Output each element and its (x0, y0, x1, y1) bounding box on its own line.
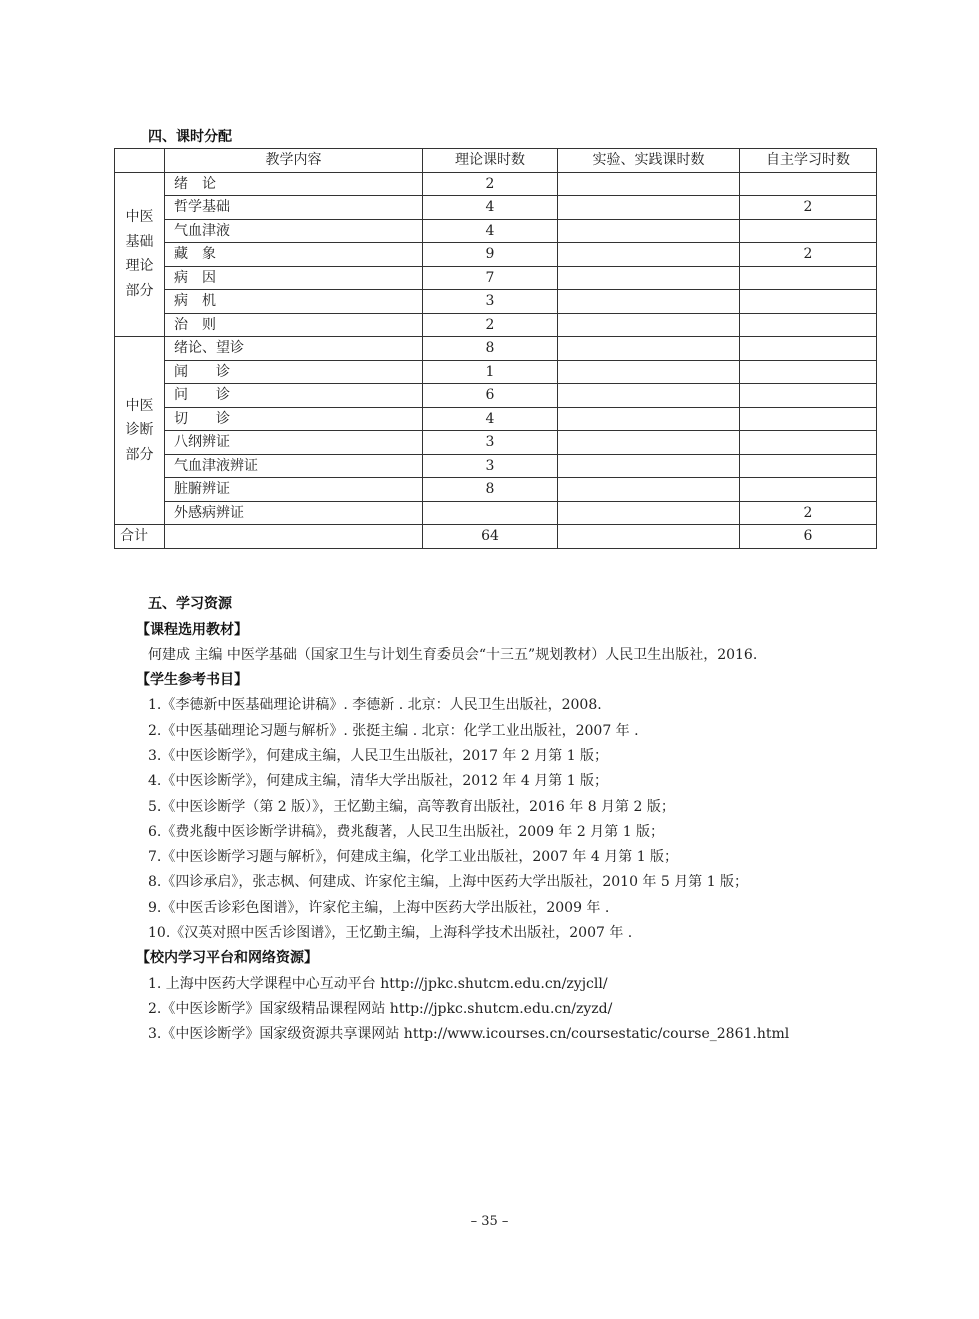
table-row (115, 454, 877, 478)
table-row (115, 266, 877, 290)
content-cell: 病 机 (165, 290, 423, 314)
header-blank-cell (115, 149, 165, 173)
theory-hours-cell: 3 (423, 454, 558, 478)
theory-hours-cell: 4 (423, 407, 558, 431)
total-self-study-cell: 6 (740, 525, 877, 549)
self-study-hours-cell (740, 360, 877, 384)
group-label: 中医诊断部分 (125, 397, 154, 463)
list-item: 1.《李德新中医基础理论讲稿》. 李德新 . 北京：人民卫生出版社，2008. (148, 697, 602, 714)
practice-hours-cell (558, 172, 740, 196)
practice-hours-cell (558, 478, 740, 502)
table-row (115, 384, 877, 408)
list-item: 5.《中医诊断学（第 2 版）》，王忆勤主编，高等教育出版社，2016 年 8 月第 2 版； (148, 798, 675, 815)
total-theory-cell: 64 (423, 525, 558, 549)
content-cell: 绪 论 (165, 172, 423, 196)
practice-hours-cell (558, 384, 740, 408)
theory-hours-cell: 4 (423, 196, 558, 220)
self-study-hours-cell (740, 337, 877, 361)
textbook-heading: 【课程选用教材】 (136, 621, 248, 638)
class-hours-table-body (115, 149, 877, 549)
group-label: 中医基础理论部分 (125, 209, 154, 299)
practice-hours-cell (558, 501, 740, 525)
theory-hours-cell: 3 (423, 431, 558, 455)
practice-hours-cell (558, 454, 740, 478)
section-4-heading: 四、课时分配 (148, 129, 232, 145)
list-item: 10.《汉英对照中医舌诊图谱》，王忆勤主编，上海科学技术出版社，2007 年 . (148, 925, 633, 942)
table-row (115, 407, 877, 431)
table-row (115, 501, 877, 525)
header-self-study-hours: 自主学习时数 (740, 149, 877, 173)
theory-hours-cell: 7 (423, 266, 558, 290)
list-item: 2.《中医基础理论习题与解析》. 张挺主编 . 北京：化学工业出版社，2007 年 . (148, 722, 639, 739)
table-header-row (115, 149, 877, 173)
content-cell: 八纲辨证 (165, 431, 423, 455)
self-study-hours-cell (740, 266, 877, 290)
online-resources-heading: 【校内学习平台和网络资源】 (136, 950, 318, 967)
theory-hours-cell (423, 501, 558, 525)
content-cell: 闻 诊 (165, 360, 423, 384)
total-blank-cell (165, 525, 423, 549)
list-item: 7.《中医诊断学习题与解析》，何建成主编，化学工业出版社，2007 年 4 月第 1 版； (148, 849, 679, 866)
theory-hours-cell: 1 (423, 360, 558, 384)
self-study-hours-cell (740, 313, 877, 337)
content-cell: 脏腑辨证 (165, 478, 423, 502)
total-row (115, 525, 877, 549)
total-label-cell: 合计 (115, 525, 165, 549)
references-heading: 【学生参考书目】 (136, 672, 248, 689)
content-cell: 气血津液辨证 (165, 454, 423, 478)
table-row (115, 196, 877, 220)
theory-hours-cell: 8 (423, 337, 558, 361)
page-number: – 35 – (470, 1214, 509, 1229)
list-item: 3.《中医诊断学》国家级资源共享课网站 http://www.icourses.cn/coursestatic/course_2861.html (148, 1026, 790, 1043)
content-cell: 治 则 (165, 313, 423, 337)
content-cell: 哲学基础 (165, 196, 423, 220)
practice-hours-cell (558, 266, 740, 290)
theory-hours-cell: 6 (423, 384, 558, 408)
table-row (115, 337, 877, 361)
theory-hours-cell: 3 (423, 290, 558, 314)
theory-hours-cell: 8 (423, 478, 558, 502)
self-study-hours-cell (740, 478, 877, 502)
practice-hours-cell (558, 313, 740, 337)
table-row (115, 313, 877, 337)
section-5-heading: 五、学习资源 (148, 596, 232, 612)
table-row (115, 360, 877, 384)
textbook-entry: 何建成 主编 中医学基础（国家卫生与计划生育委员会“十三五”规划教材）人民卫生出版社，2016. (148, 646, 758, 663)
practice-hours-cell (558, 243, 740, 267)
learning-resources (136, 592, 888, 1048)
table-row (115, 172, 877, 196)
self-study-hours-cell (740, 219, 877, 243)
list-item: 3.《中医诊断学》，何建成主编，人民卫生出版社，2017 年 2 月第 1 版； (148, 747, 609, 764)
content-cell: 切 诊 (165, 407, 423, 431)
practice-hours-cell (558, 290, 740, 314)
table-row (115, 219, 877, 243)
references-list (148, 693, 888, 946)
practice-hours-cell (558, 360, 740, 384)
table-row (115, 243, 877, 267)
practice-hours-cell (558, 407, 740, 431)
list-item: 2.《中医诊断学》国家级精品课程网站 http://jpkc.shutcm.edu.cn/zyzd/ (148, 1000, 613, 1017)
content-cell: 气血津液 (165, 219, 423, 243)
list-item: 6.《费兆馥中医诊断学讲稿》，费兆馥著，人民卫生出版社，2009 年 2 月第 1 版； (148, 823, 665, 840)
practice-hours-cell (558, 431, 740, 455)
total-practice-cell (558, 525, 740, 549)
header-theory-hours: 理论课时数 (423, 149, 558, 173)
self-study-hours-cell (740, 454, 877, 478)
self-study-hours-cell (740, 431, 877, 455)
self-study-hours-cell (740, 384, 877, 408)
theory-hours-cell: 4 (423, 219, 558, 243)
content-cell: 藏 象 (165, 243, 423, 267)
self-study-hours-cell (740, 172, 877, 196)
table-row (115, 290, 877, 314)
list-item: 8.《四诊承启》，张志枫、何建成、许家佗主编，上海中医药大学出版社，2010 年 5 月第 1 版； (148, 874, 749, 891)
table-row (115, 431, 877, 455)
theory-hours-cell: 2 (423, 313, 558, 337)
practice-hours-cell (558, 219, 740, 243)
table-row (115, 478, 877, 502)
practice-hours-cell (558, 196, 740, 220)
group-label-cell (115, 172, 165, 337)
list-item: 1. 上海中医药大学课程中心互动平台 http://jpkc.shutcm.edu.cn/zyjcll/ (148, 975, 608, 992)
content-cell: 病 因 (165, 266, 423, 290)
self-study-hours-cell (740, 407, 877, 431)
self-study-hours-cell (740, 290, 877, 314)
theory-hours-cell: 9 (423, 243, 558, 267)
header-content: 教学内容 (165, 149, 423, 173)
content-cell: 问 诊 (165, 384, 423, 408)
content-cell: 外感病辨证 (165, 501, 423, 525)
group-label-cell (115, 337, 165, 525)
practice-hours-cell (558, 337, 740, 361)
self-study-hours-cell: 2 (740, 501, 877, 525)
online-resources-list (148, 972, 888, 1048)
list-item: 9.《中医舌诊彩色图谱》，许家佗主编，上海中医药大学出版社，2009 年 . (148, 899, 610, 916)
class-hours-table (114, 148, 877, 549)
content-cell: 绪论、望诊 (165, 337, 423, 361)
self-study-hours-cell: 2 (740, 243, 877, 267)
self-study-hours-cell: 2 (740, 196, 877, 220)
theory-hours-cell: 2 (423, 172, 558, 196)
header-practice-hours: 实验、实践课时数 (558, 149, 740, 173)
list-item: 4.《中医诊断学》，何建成主编，清华大学出版社，2012 年 4 月第 1 版； (148, 773, 609, 790)
